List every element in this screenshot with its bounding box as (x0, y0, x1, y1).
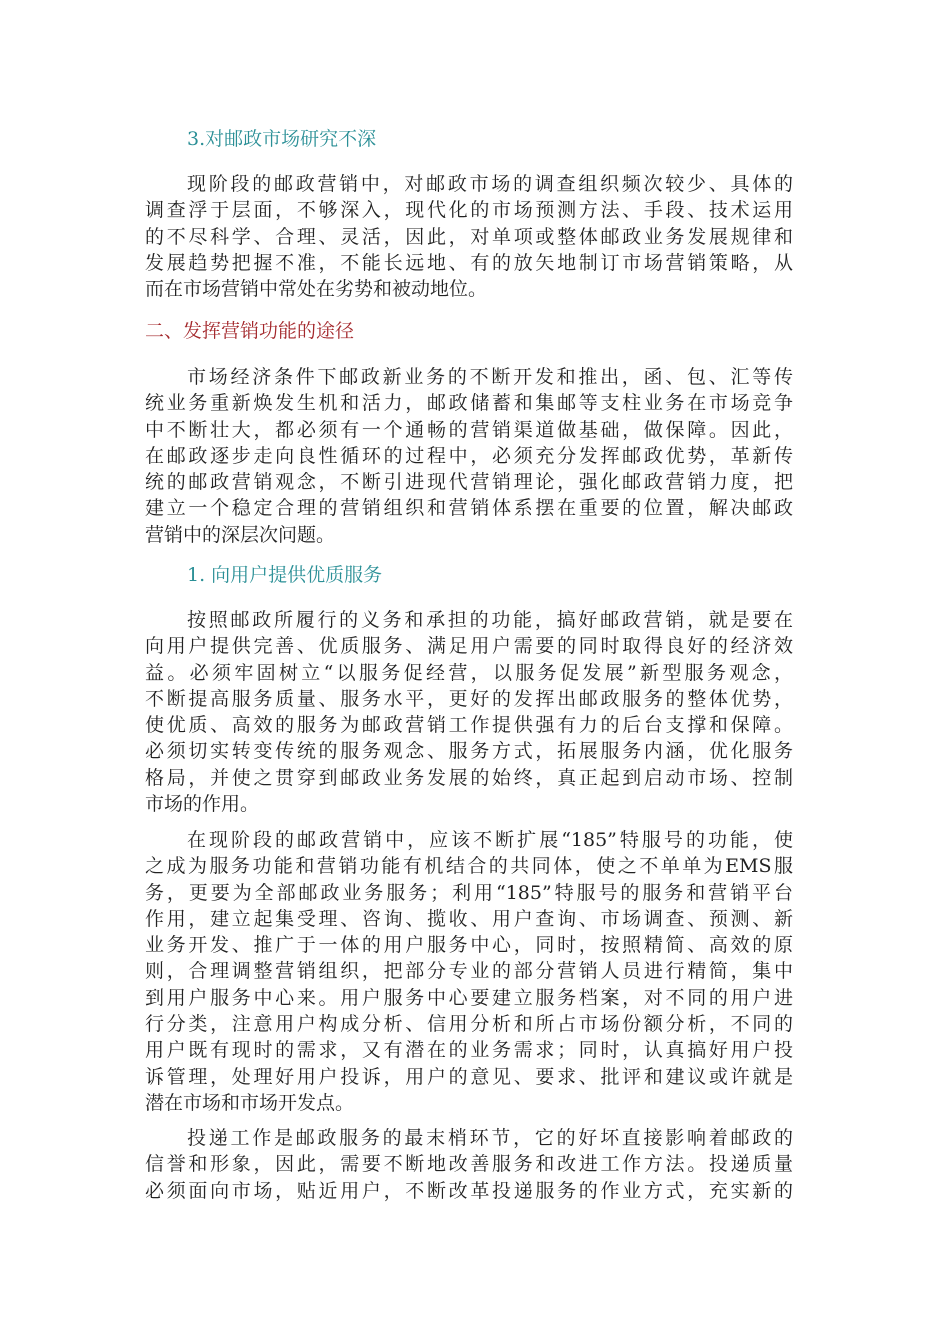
text-line: 而在市场营销中常处在劣势和被动地位。 (145, 278, 488, 301)
text-line: 益。必须牢固树立“以服务促经营，以服务促发展”新型服务观念， (145, 661, 793, 684)
text-line: 不断提高服务质量、服务水平，更好的发挥出邮政服务的整体优势， (145, 687, 793, 710)
text-line: 建立一个稳定合理的营销组织和营销体系摆在重要的位置，解决邮政 (145, 497, 793, 520)
text-line: 格局，并使之贯穿到邮政业务发展的始终，真正起到启动市场、控制 (145, 766, 793, 789)
text-line: 市场的作用。 (145, 793, 260, 816)
text-line: 中不断壮大，都必须有一个通畅的营销渠道做基础，做保障。因此， (145, 418, 793, 441)
text-line: 诉管理，处理好用户投诉，用户的意见、要求、批评和建议或许就是 (145, 1065, 793, 1088)
paragraph-marketing-path (145, 364, 793, 548)
text-line: 使优质、高效的服务为邮政营销工作提供强有力的后台支撑和保障。 (145, 714, 793, 737)
section-heading-2: 二、发挥营销功能的途径 (145, 320, 355, 342)
text-line: 潜在市场和市场开发点。 (145, 1091, 355, 1114)
text-line: 的不尽科学、合理、灵活，因此，对单项或整体邮政业务发展规律和 (145, 225, 793, 248)
text-line: 行分类，注意用户构成分析、信用分析和所占市场份额分析，不同的 (145, 1013, 793, 1036)
text-line: 发展趋势把握不准，不能长远地、有的放矢地制订市场营销策略，从 (145, 251, 793, 274)
text-line: 用户既有现时的需求，又有潜在的业务需求；同时，认真搞好用户投 (145, 1039, 793, 1062)
text-line: 作用，建立起集受理、咨询、揽收、用户查询、市场调查、预测、新 (145, 907, 793, 930)
text-line: 在现阶段的邮政营销中，应该不断扩展“185”特服号的功能，使 (187, 829, 793, 851)
section-heading-1: 1. 向用户提供优质服务 (187, 564, 383, 586)
text-line: 必须面向市场，贴近用户，不断改革投递服务的作业方式，充实新的 (145, 1179, 793, 1202)
text-line: 信誉和形象，因此，需要不断地改善服务和改进工作方法。投递质量 (145, 1153, 793, 1176)
text-line: 统的邮政营销观念，不断引进现代营销理论，强化邮政营销力度，把 (145, 471, 793, 494)
text-line: 按照邮政所履行的义务和承担的功能，搞好邮政营销，就是要在 (187, 609, 793, 631)
paragraph-quality-service (145, 607, 793, 817)
text-line: 务，更要为全部邮政业务服务；利用“185”特服号的服务和营销平台 (145, 881, 793, 904)
text-line: 现阶段的邮政营销中，对邮政市场的调查组织频次较少、具体的 (187, 173, 793, 195)
text-line: 在邮政逐步走向良性循环的过程中，必须充分发挥邮政优势，革新传 (145, 444, 793, 467)
text-line: 到用户服务中心来。用户服务中心要建立服务档案，对不同的用户进 (145, 986, 793, 1009)
text-line: 之成为服务功能和营销功能有机结合的共同体，使之不单单为EMS服 (145, 855, 793, 878)
text-line: 向用户提供完善、优质服务、满足用户需要的同时取得良好的经济效 (145, 635, 793, 658)
text-line: 市场经济条件下邮政新业务的不断开发和推出，函、包、汇等传 (187, 366, 793, 388)
text-line: 统业务重新焕发生机和活力，邮政储蓄和集邮等支柱业务在市场竞争 (145, 392, 793, 415)
text-line: 调查浮于层面，不够深入，现代化的市场预测方法、手段、技术运用 (145, 199, 793, 222)
text-line: 必须切实转变传统的服务观念、服务方式，拓展服务内涵，优化服务 (145, 740, 793, 763)
paragraph-market-research (145, 171, 793, 302)
paragraph-185-service (145, 827, 793, 1116)
text-line: 投递工作是邮政服务的最末梢环节，它的好坏直接影响着邮政的 (187, 1127, 793, 1149)
section-heading-3: 3.对邮政市场研究不深 (187, 128, 377, 150)
text-line: 则，合理调整营销组织，把部分专业的部分营销人员进行精简，集中 (145, 960, 793, 983)
text-line: 营销中的深层次问题。 (145, 523, 336, 546)
text-line: 业务开发、推广于一体的用户服务中心，同时，按照精简、高效的原 (145, 934, 793, 957)
paragraph-delivery-work (145, 1125, 793, 1204)
